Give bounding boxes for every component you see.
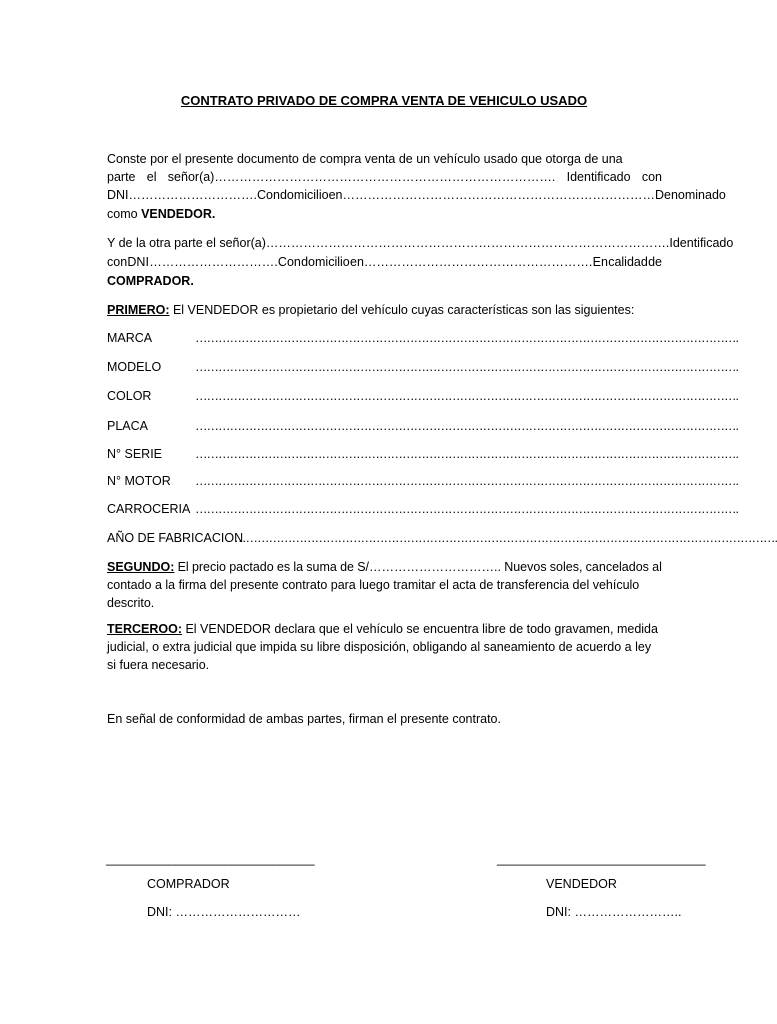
text-word: en………………………………………………………………… <box>328 188 655 202</box>
field-color <box>107 389 738 407</box>
vendedor-label: VENDEDOR. <box>141 207 216 221</box>
document-title: CONTRATO PRIVADO DE COMPRA VENTA DE VEHICULO USADO <box>180 93 588 108</box>
text-word: domicilio <box>279 188 329 202</box>
text-word: precio <box>191 560 226 574</box>
buyer-dni: DNI: ………………………… <box>147 905 301 919</box>
text-word: Con <box>277 255 301 269</box>
buyer-signature-line: ______________________________ <box>106 852 315 866</box>
text-word: …………………………. <box>149 255 278 269</box>
text-word: suma <box>306 560 337 574</box>
text-word: de <box>340 560 354 574</box>
intro-line-1: Conste por el presente documento de compra venta de un vehículo usado que otorga de una <box>107 152 623 166</box>
seller-role: VENDEDOR <box>546 877 617 891</box>
field-label: N° MOTOR <box>107 474 171 488</box>
segundo-label: SEGUNDO: <box>107 560 175 574</box>
field-blank: ……………………………………………………………………………………………………………………………. <box>195 331 738 345</box>
primero-clause <box>107 301 662 319</box>
primero-label: PRIMERO: <box>107 303 170 317</box>
text-word: como <box>107 207 138 221</box>
field-serie <box>107 447 738 465</box>
text-word: soles, <box>549 560 583 574</box>
text-word: S/………………………….. <box>357 560 501 574</box>
segundo-line-2: contado a la firma del presente contrato para luego tramitar el acta de transferencia del vehículo <box>107 578 640 592</box>
field-label: N° SERIE <box>107 447 163 461</box>
text-word: con <box>107 255 128 269</box>
buyer-role: COMPRADOR <box>147 877 230 891</box>
primero-text: El VENDEDOR es propietario del vehículo cuyas características son las siguientes: <box>169 303 635 317</box>
segundo-line-3: descrito. <box>107 596 155 610</box>
field-label: PLACA <box>107 419 148 433</box>
field-label: CARROCERIA <box>107 502 191 516</box>
field-modelo <box>107 360 738 378</box>
field-label: AÑO DE FABRICACION <box>107 531 244 545</box>
field-anio-fabricacion <box>107 531 777 549</box>
field-placa <box>107 419 738 437</box>
text-word: pactado <box>229 560 274 574</box>
text-word: Denominado <box>654 188 726 202</box>
field-blank: ……………………………………………………………………………………………………………………………. <box>195 389 738 403</box>
text-word: en………………………………………………. <box>350 255 593 269</box>
text-word: parte <box>107 170 136 184</box>
text-word: Identificado <box>669 236 734 250</box>
text-word: Con <box>257 188 280 202</box>
field-blank: ……………………………………………………………………………………………………………………………. <box>195 502 738 516</box>
tercero-line-3: si fuera necesario. <box>107 658 210 672</box>
field-label: COLOR <box>107 389 152 403</box>
field-blank: ……………………………………………………………………………………………………………………………. <box>195 360 738 374</box>
text-word: DNI <box>127 255 149 269</box>
text-word: DNI…………………………. <box>107 188 257 202</box>
second-line-2 <box>107 253 662 271</box>
segundo-line-1 <box>107 558 662 576</box>
text-word: de <box>648 255 662 269</box>
text-word: calidad <box>608 255 648 269</box>
field-blank: ……………………………………………………………………………………………………………………………. <box>195 419 738 433</box>
field-blank: ……………………………………………………………………………………………………………………………. <box>195 447 738 461</box>
field-marca <box>107 331 738 349</box>
text-word: con <box>641 170 662 184</box>
field-label: MARCA <box>107 331 153 345</box>
intro-line-4 <box>107 205 662 223</box>
seller-signature-line: ______________________________ <box>497 852 706 866</box>
text-word: El <box>177 560 189 574</box>
field-blank: ……………………………………………………………………………………………………………………………. <box>195 474 738 488</box>
text-word: Identificado <box>566 170 631 184</box>
tercero-text: El VENDEDOR declara que el vehículo se encuentra libre de todo gravamen, medida <box>182 622 658 636</box>
field-blank: ……………………………………………………………………………………………………………………………. <box>234 531 777 545</box>
text-word: Nuevos <box>504 560 547 574</box>
seller-dni: DNI: …………………….. <box>546 905 682 919</box>
text-word: señor(a)………………………………………………………………………. <box>167 170 556 184</box>
text-word: cancelados <box>585 560 649 574</box>
second-line-1 <box>107 234 734 252</box>
tercero-line-1 <box>107 620 662 638</box>
text-word: la <box>293 560 304 574</box>
intro-line-3 <box>107 186 726 204</box>
intro-line-2 <box>107 168 662 186</box>
field-motor <box>107 474 738 492</box>
field-carroceria <box>107 502 738 520</box>
text-word: Y de la otra parte el señor(a)……………………………………………………………………………………. <box>107 236 670 250</box>
comprador-label: COMPRADOR. <box>107 274 194 288</box>
text-word: domicilio <box>301 255 350 269</box>
text-word: al <box>652 560 662 574</box>
tercero-label: TERCEROO: <box>107 622 182 636</box>
text-word: el <box>146 170 157 184</box>
text-word: En <box>592 255 608 269</box>
field-label: MODELO <box>107 360 162 374</box>
tercero-line-2: judicial, o extra judicial que impida su libre disposición, obligando al saneamiento de acuerdo a ley <box>107 640 652 654</box>
closing-statement: En señal de conformidad de ambas partes, firman el presente contrato. <box>107 712 501 726</box>
text-word: es <box>276 560 291 574</box>
